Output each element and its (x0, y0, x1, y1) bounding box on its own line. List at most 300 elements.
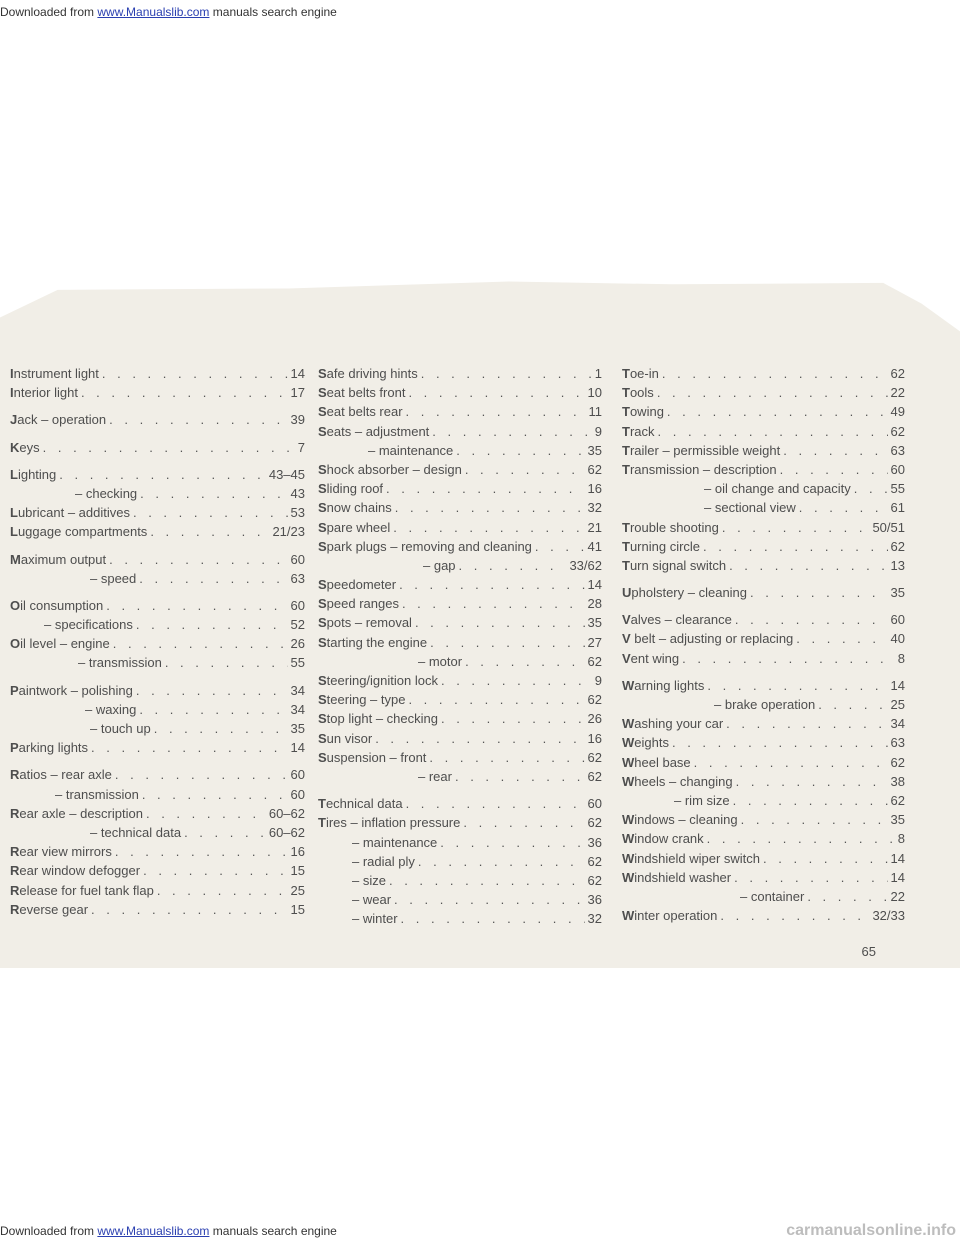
index-entry (10, 617, 305, 636)
index-term: – sectional view (704, 500, 796, 516)
index-page-ref: 62 (587, 853, 602, 869)
index-entry (622, 812, 905, 831)
index-entry (10, 883, 305, 902)
header-prefix: Downloaded from (0, 5, 98, 19)
index-term: Spark plugs – removing and cleaning (318, 538, 532, 554)
index-term: Turning circle (622, 538, 701, 554)
index-entry (622, 831, 905, 850)
index-page-ref: 60 (290, 597, 305, 613)
index-page-ref: 14 (290, 740, 305, 756)
index-page-ref: 22 (890, 888, 905, 904)
index-entry (622, 631, 905, 650)
dot-leader (430, 635, 584, 650)
index-term: Trouble shooting (622, 519, 719, 535)
index-entry (622, 481, 905, 500)
index-entry (622, 585, 905, 604)
dot-leader (733, 793, 888, 808)
index-page-ref: 32/33 (872, 908, 905, 924)
index-term: Ratios – rear axle (10, 767, 112, 783)
index-page-ref: 63 (290, 570, 305, 586)
index-term: – radial ply (352, 853, 415, 869)
index-term: Paintwork – polishing (10, 682, 133, 698)
dot-leader (165, 655, 288, 670)
dot-leader (736, 774, 888, 789)
dot-leader (115, 767, 288, 782)
dot-leader (109, 412, 287, 427)
index-entry (318, 424, 602, 443)
dot-leader (401, 911, 585, 926)
dot-leader (59, 467, 266, 482)
dot-leader (136, 683, 288, 698)
index-term: – rear (418, 768, 452, 784)
index-entry (10, 467, 305, 486)
index-term: Spare wheel (318, 519, 391, 535)
page-number: 65 (861, 944, 876, 959)
dot-leader (807, 889, 887, 904)
index-term: Jack – operation (10, 412, 107, 428)
index-page-ref: 60 (587, 796, 602, 812)
index-entry (622, 716, 905, 735)
index-entry (10, 552, 305, 571)
index-entry (318, 692, 602, 711)
index-page-ref: 35 (890, 585, 905, 601)
index-entry (622, 539, 905, 558)
index-entry (622, 424, 905, 443)
index-page-ref: 60 (890, 612, 905, 628)
dot-leader (133, 505, 288, 520)
index-term: Oil consumption (10, 597, 104, 613)
index-term: Oil level – engine (10, 636, 110, 652)
index-term: Towing (622, 404, 664, 420)
index-page-ref: 25 (290, 882, 305, 898)
index-term: – waxing (85, 701, 137, 717)
index-term: Instrument light (10, 366, 99, 381)
dot-leader (707, 831, 895, 846)
index-entry (318, 366, 602, 385)
group-spacer (10, 432, 305, 440)
group-spacer (622, 577, 905, 585)
index-term: Technical data (318, 796, 403, 812)
index-term: Luggage compartments (10, 524, 148, 540)
index-page-ref: 22 (890, 385, 905, 401)
dot-leader (91, 902, 287, 917)
index-term: – technical data (90, 824, 182, 840)
index-entry (10, 571, 305, 590)
index-term: Speedometer (318, 577, 397, 593)
dot-leader (140, 486, 287, 501)
index-entry (622, 443, 905, 462)
dot-leader (799, 500, 888, 515)
index-page-ref: 52 (290, 617, 305, 633)
index-page-ref: 16 (587, 730, 602, 746)
dot-leader (415, 615, 585, 630)
index-entry (10, 702, 305, 721)
dot-leader (662, 366, 888, 381)
index-page-ref: 63 (890, 442, 905, 458)
index-entry (10, 486, 305, 505)
index-page-ref: 14 (890, 869, 905, 885)
index-page-ref: 14 (890, 677, 905, 693)
index-term: Seat belts rear (318, 404, 403, 420)
index-term: – maintenance (368, 442, 454, 458)
index-page-ref: 55 (890, 481, 905, 497)
index-entry (10, 740, 305, 759)
dot-leader (408, 385, 584, 400)
footer-manualslib-link[interactable]: www.Manualslib.com (97, 1224, 210, 1238)
download-header (0, 0, 960, 26)
index-term: – transmission (55, 786, 139, 802)
dot-leader (106, 598, 287, 613)
index-term: – wear (352, 892, 392, 908)
index-page-ref: 34 (290, 682, 305, 698)
index-entry (622, 889, 905, 908)
index-term: – motor (418, 653, 463, 669)
index-term: Seats – adjustment (318, 423, 430, 439)
index-term: Maximum output (10, 551, 107, 567)
index-term: Wheel base (622, 754, 691, 770)
index-entry (318, 911, 602, 930)
index-entry (622, 651, 905, 670)
index-entry (10, 524, 305, 543)
index-entry (622, 612, 905, 631)
index-page-ref: 13 (890, 557, 905, 573)
index-page-ref: 62 (890, 538, 905, 554)
dot-leader (440, 835, 584, 850)
index-entry (10, 505, 305, 524)
watermark-text: carmanualsonline.info (786, 1222, 956, 1239)
dot-leader (796, 631, 887, 646)
index-term: Interior light (10, 385, 78, 401)
index-page-ref: 32 (587, 500, 602, 516)
index-page-ref: 27 (587, 634, 602, 650)
index-entry (318, 873, 602, 892)
index-page-ref: 62 (890, 754, 905, 770)
index-term: Weights (622, 735, 669, 751)
dot-leader (395, 500, 585, 515)
index-entry (622, 385, 905, 404)
index-term: – speed (90, 570, 137, 586)
index-entry (10, 825, 305, 844)
index-entry (622, 870, 905, 889)
index-term: Snow chains (318, 500, 392, 516)
index-page-ref: 43 (290, 485, 305, 501)
index-entry (622, 851, 905, 870)
index-page-ref: 14 (587, 577, 602, 593)
index-page-ref: 62 (587, 768, 602, 784)
index-term: Safe driving hints (318, 366, 418, 381)
download-footer (0, 1222, 960, 1242)
index-entry (622, 366, 905, 385)
dot-leader (720, 908, 869, 923)
index-entry (10, 683, 305, 702)
index-entry (622, 462, 905, 481)
index-page-ref: 11 (588, 404, 602, 420)
index-page-ref: 21/23 (272, 524, 305, 540)
index-entry (10, 863, 305, 882)
group-spacer (318, 788, 602, 796)
index-term: V belt – adjusting or replacing (622, 631, 794, 647)
index-term: – touch up (90, 721, 151, 736)
dot-leader (408, 692, 584, 707)
index-entry (318, 385, 602, 404)
index-term: Speed ranges (318, 596, 399, 612)
index-entry (622, 755, 905, 774)
index-entry (622, 520, 905, 539)
index-page-ref: 25 (890, 697, 905, 712)
index-term: Suspension – front (318, 749, 427, 765)
group-spacer (10, 544, 305, 552)
index-page-ref: 35 (587, 615, 602, 631)
index-term: Tires – inflation pressure (318, 815, 461, 831)
footer-suffix: manuals search engine (209, 1224, 337, 1238)
dot-leader (109, 552, 287, 567)
index-page-ref: 21 (587, 519, 602, 535)
dot-leader (465, 654, 584, 669)
index-term: Lubricant – additives (10, 505, 130, 521)
index-page-ref: 14 (290, 366, 305, 381)
index-term: Rear view mirrors (10, 844, 112, 860)
dot-leader (465, 462, 585, 477)
dot-leader (102, 366, 288, 381)
index-entry (318, 731, 602, 750)
dot-leader (694, 755, 888, 770)
index-term: Windshield wiper switch (622, 850, 761, 866)
index-page-ref: 50/51 (872, 519, 905, 535)
index-entry (318, 750, 602, 769)
index-page-ref: 36 (587, 834, 602, 850)
index-term: – maintenance (352, 834, 438, 850)
dot-leader (459, 558, 567, 573)
index-entry (10, 366, 305, 385)
index-term: Keys (10, 439, 40, 455)
index-entry (318, 796, 602, 815)
index-page-ref: 39 (290, 412, 305, 428)
dot-leader (142, 787, 288, 802)
index-page-ref: 62 (587, 815, 602, 831)
index-entry (318, 462, 602, 481)
dot-leader (682, 651, 895, 666)
dot-leader (143, 863, 287, 878)
index-term: Shock absorber – design (318, 461, 462, 477)
index-term: Steering – type (318, 692, 406, 708)
index-entry (318, 654, 602, 673)
index-page-ref: 35 (890, 812, 905, 828)
dot-leader (421, 366, 592, 381)
dot-leader (386, 481, 584, 496)
index-term: Transmission – description (622, 461, 777, 477)
dot-leader (136, 617, 288, 632)
index-page-ref: 60 (890, 461, 905, 477)
index-term: Warning lights (622, 677, 705, 693)
index-term: – oil change and capacity (704, 481, 851, 497)
dot-leader (729, 558, 887, 573)
index-term: – container (740, 888, 805, 904)
index-term: Seat belts front (318, 385, 406, 401)
index-page-ref: 8 (897, 831, 905, 847)
index-entry (318, 404, 602, 423)
index-page-ref: 62 (587, 872, 602, 888)
index-entry (318, 520, 602, 539)
dot-leader (783, 443, 887, 458)
dot-leader (657, 385, 888, 400)
index-page-ref: 61 (890, 500, 905, 516)
index-term: Steering/ignition lock (318, 673, 438, 688)
index-page-ref: 62 (890, 366, 905, 381)
dot-leader (780, 462, 888, 477)
index-entry (318, 500, 602, 519)
index-entry (622, 500, 905, 519)
index-term: – specifications (44, 617, 133, 633)
header-suffix: manuals search engine (209, 5, 337, 19)
dot-leader (703, 539, 887, 554)
footer-prefix: Downloaded from (0, 1224, 98, 1238)
index-page-ref: 9 (594, 673, 602, 688)
index-entry (318, 558, 602, 577)
dot-leader (43, 440, 295, 455)
dot-leader (394, 892, 585, 907)
dot-leader (854, 481, 888, 496)
index-entry (10, 767, 305, 786)
index-term: Rear window defogger (10, 863, 141, 879)
index-term: Stop light – checking (318, 711, 438, 727)
index-page-ref: 35 (587, 442, 602, 458)
index-page-ref: 26 (290, 636, 305, 652)
index-page-ref: 26 (587, 711, 602, 727)
index-entry (318, 892, 602, 911)
dot-leader (441, 711, 585, 726)
dot-leader (658, 424, 888, 439)
index-entry (622, 697, 905, 716)
index-term: Starting the engine (318, 634, 428, 650)
index-column-3 (622, 366, 905, 927)
index-term: Reverse gear (10, 901, 89, 917)
dot-leader (463, 815, 584, 830)
index-entry (622, 404, 905, 423)
index-entry (10, 598, 305, 617)
manualslib-link[interactable]: www.Manualslib.com (97, 5, 210, 19)
index-term: Lighting (10, 466, 57, 482)
index-term: Tools (622, 385, 654, 401)
group-spacer (10, 404, 305, 412)
index-entry (318, 635, 602, 654)
index-entry (622, 735, 905, 754)
index-column-2 (318, 366, 602, 930)
dot-leader (184, 825, 266, 840)
index-term: Parking lights (10, 740, 89, 756)
dot-leader (113, 636, 288, 651)
dot-leader (672, 735, 888, 750)
index-term: – brake operation (714, 697, 816, 712)
index-term: Vent wing (622, 650, 680, 666)
dot-leader (375, 731, 584, 746)
index-page-ref: 62 (587, 653, 602, 669)
index-term: Washing your car (622, 716, 724, 732)
index-entry (622, 908, 905, 927)
dot-leader (81, 385, 288, 400)
index-term: Turn signal switch (622, 557, 727, 573)
index-page-ref: 62 (587, 749, 602, 765)
index-entry (318, 711, 602, 730)
group-spacer (10, 675, 305, 683)
group-spacer (10, 590, 305, 598)
index-entry (318, 577, 602, 596)
dot-leader (456, 443, 584, 458)
index-term: Valves – clearance (622, 612, 732, 628)
index-entry (10, 806, 305, 825)
dot-leader (750, 585, 888, 600)
index-page-ref: 28 (587, 596, 602, 612)
index-page-ref: 16 (587, 481, 602, 497)
index-page-ref: 32 (587, 911, 602, 927)
index-page-ref: 38 (890, 773, 905, 789)
index-term: Toe-in (622, 366, 659, 381)
index-entry (10, 636, 305, 655)
index-entry (318, 443, 602, 462)
dot-leader (406, 796, 585, 811)
index-page-ref: 60 (290, 551, 305, 567)
index-entry (318, 854, 602, 873)
index-term: – winter (352, 911, 398, 927)
index-term: Upholstery – cleaning (622, 585, 748, 601)
dot-leader (734, 870, 887, 885)
index-page-ref: 10 (587, 385, 602, 401)
index-page-ref: 43–45 (268, 466, 305, 482)
dot-leader (441, 673, 592, 688)
index-entry (10, 902, 305, 921)
index-entry (10, 412, 305, 431)
index-page-ref: 34 (290, 701, 305, 717)
index-page-ref: 60–62 (268, 805, 305, 821)
index-entry (622, 774, 905, 793)
index-entry (318, 769, 602, 788)
group-spacer (10, 459, 305, 467)
dot-leader (402, 596, 585, 611)
group-spacer (10, 759, 305, 767)
index-page-ref: 33/62 (569, 557, 602, 573)
index-entry (10, 655, 305, 674)
index-entry (318, 539, 602, 558)
index-page-ref: 62 (587, 461, 602, 477)
index-term: Sun visor (318, 730, 373, 746)
index-entry (10, 844, 305, 863)
index-entry (318, 815, 602, 834)
dot-leader (406, 404, 586, 419)
dot-leader (432, 424, 591, 439)
index-page-ref: 9 (594, 423, 602, 439)
dot-leader (429, 750, 584, 765)
index-entry (622, 558, 905, 577)
index-page-ref: 17 (290, 385, 305, 401)
dot-leader (139, 702, 287, 717)
index-page-ref: 15 (290, 863, 305, 879)
index-page-ref: 8 (897, 650, 905, 666)
index-entry (318, 615, 602, 634)
index-term: Release for fuel tank flap (10, 882, 154, 898)
index-entry (318, 673, 602, 692)
index-term: Windshield washer (622, 869, 732, 885)
index-term: – transmission (78, 655, 162, 671)
index-term: Wheels – changing (622, 773, 733, 789)
dot-leader (667, 404, 888, 419)
index-page-ref: 62 (890, 423, 905, 439)
index-column-1 (10, 366, 305, 921)
index-page-ref: 60 (290, 767, 305, 783)
index-entry (622, 793, 905, 812)
dot-leader (535, 539, 585, 554)
index-term: Windows – cleaning (622, 812, 738, 828)
dot-leader (91, 740, 287, 755)
dot-leader (399, 577, 584, 592)
